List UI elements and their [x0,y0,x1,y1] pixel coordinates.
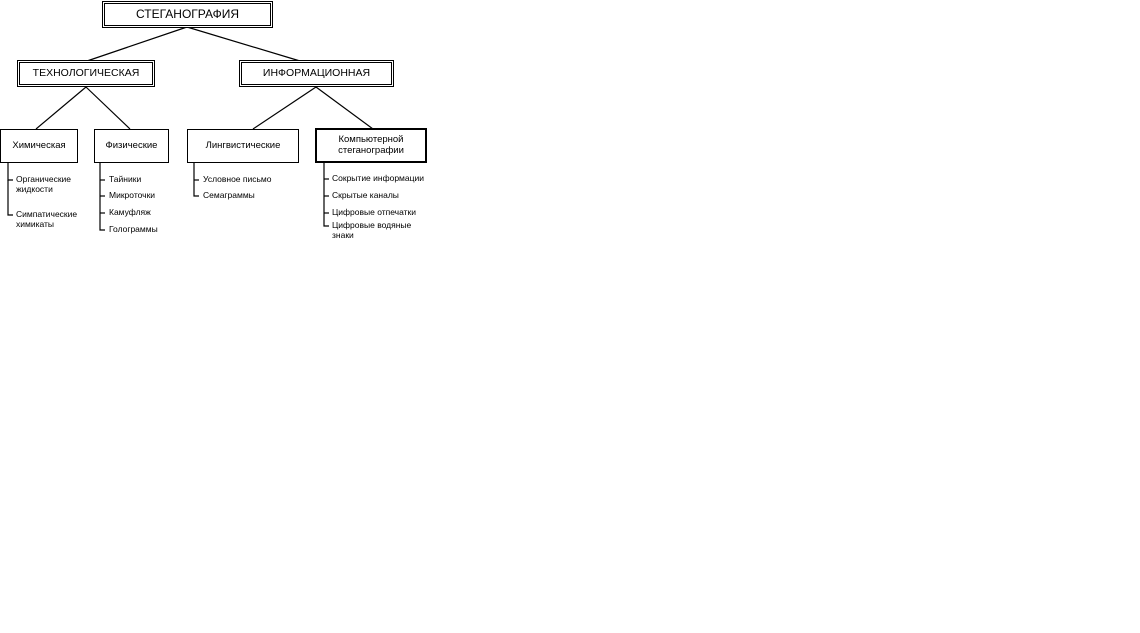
leaf-chemical-1: Органические жидкости [16,174,72,194]
edge-root-informational [187,27,300,61]
branch-informational-label: ИНФОРМАЦИОННАЯ [262,66,371,79]
category-computer-label: Компьютерной стеганографии [338,134,404,156]
leaf-physical-1: Тайники [109,174,142,184]
edge-tech-physical [86,87,130,129]
branch-technological [17,60,155,87]
leaf-linguistic-2: Семаграммы [203,190,255,200]
branch-technological-label: ТЕХНОЛОГИЧЕСКАЯ [32,66,140,79]
leaf-physical-3: Камуфляж [109,207,151,217]
bracket-chemical-2 [8,180,13,215]
leaf-physical-2: Микроточки [109,190,156,200]
bracket-computer [324,163,329,226]
edge-root-technological [87,27,187,61]
leaf-physical-4: Голограммы [109,224,158,234]
category-computer [315,128,427,163]
root-node [102,1,273,28]
category-linguistic-label: Лингвистические [205,139,281,151]
edge-info-computer [316,87,373,129]
category-chemical [0,129,78,163]
category-chemical-label: Химическая [12,139,66,151]
leaf-computer-2: Скрытые каналы [332,190,399,200]
root-label: СТЕГАНОГРАФИЯ [135,6,240,21]
category-physical-label: Физические [105,139,158,151]
category-linguistic [187,129,299,163]
category-physical [94,129,169,163]
leaf-chemical-2: Симпатические химикаты [16,210,78,229]
leaf-linguistic-1: Условное письмо [203,174,272,184]
edge-info-linguistic [253,87,316,129]
edge-tech-chemical [36,87,86,129]
leaf-computer-4: Цифровые водяные знаки [332,220,412,240]
leaf-computer-1: Сокрытие информации [332,173,424,183]
bracket-chemical-1 [8,163,13,180]
branch-informational [239,60,394,87]
leaf-computer-3: Цифровые отпечатки [332,207,417,217]
